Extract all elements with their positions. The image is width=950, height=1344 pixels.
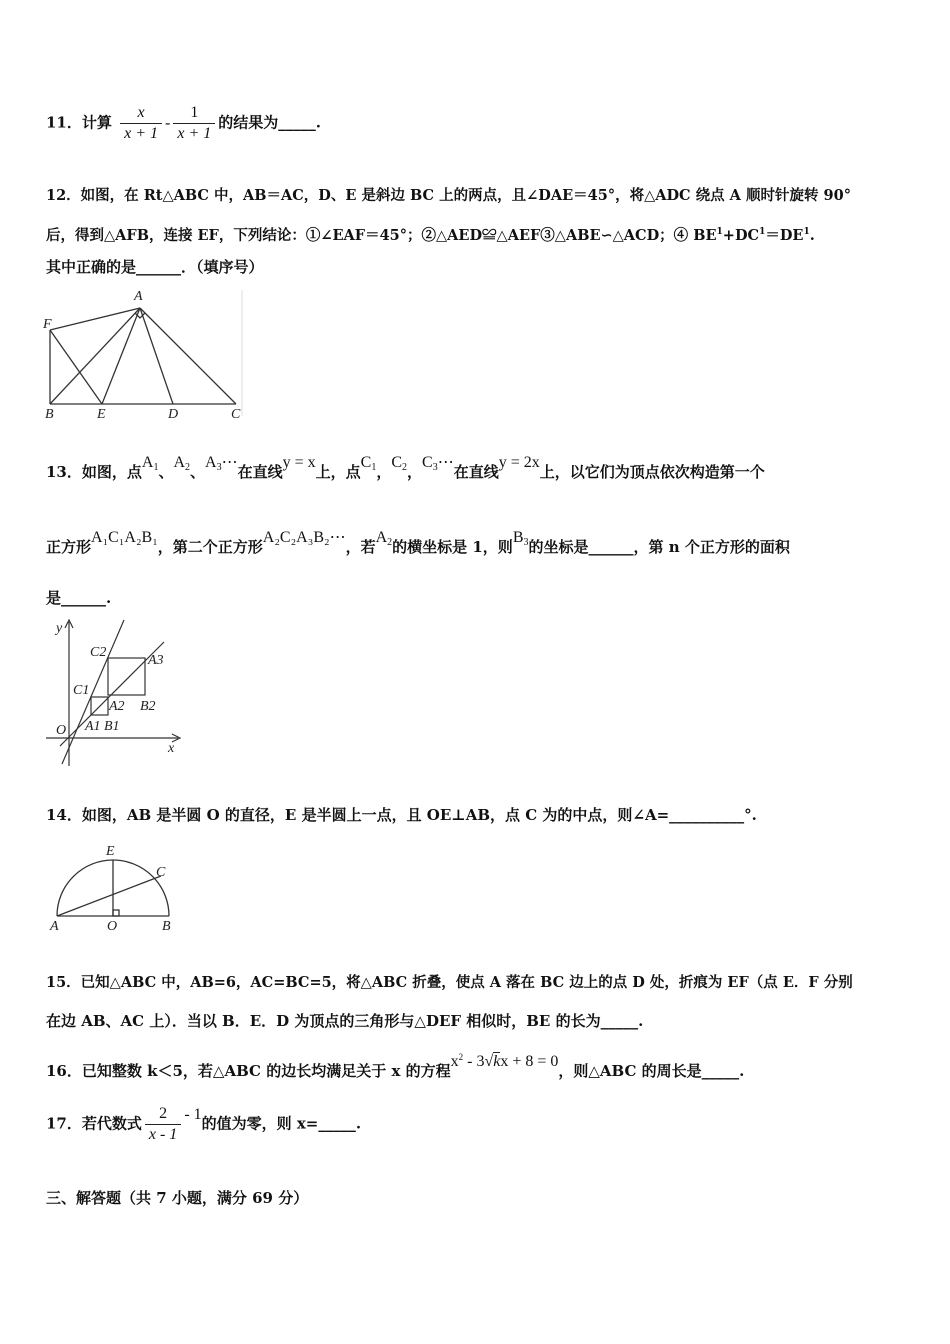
q13-c3: $C_3\cdots$ <box>422 454 454 473</box>
question-12-line-1: 12．如图，在 Rt△ABC 中，AB＝AC，D、E 是斜边 BC 上的两点，且∠DAE＝45°，将△ADC 绕点 A 顺时针旋转 90° <box>46 187 851 204</box>
q13-label-c2: C2 <box>90 645 107 660</box>
q12-line-ae <box>102 308 140 404</box>
question-12-line-2 <box>46 222 815 246</box>
q13-label-o: O <box>56 723 67 738</box>
q16-prefix: 16．已知整数 k＜5，若△ABC 的边长均满足关于 x 的方程 <box>46 1062 451 1080</box>
question-12-line-3: 其中正确的是______．（填序号） <box>46 258 264 276</box>
q12-figure <box>40 286 250 421</box>
q13-a2: $A_2$ <box>173 454 191 473</box>
q14-label-a: A <box>50 919 59 934</box>
q12-label-b: B <box>45 407 54 421</box>
q13-line-eq-2: y = 2x <box>498 454 540 471</box>
q11-frac2-numerator: 1 <box>173 103 215 124</box>
q12-line-ac <box>140 308 236 404</box>
q11-number: 11． <box>46 113 82 132</box>
q12-label-c: C <box>231 407 241 421</box>
q12-line2-b: ③△ABE∽△ACD；④ BE <box>540 227 717 244</box>
q12-line2-c: +DC <box>722 227 760 244</box>
q13-c1: $C_1$ <box>360 454 377 473</box>
q17-suffix: 的值为零，则 x=_____. <box>201 1114 362 1133</box>
q13-figure <box>40 614 190 772</box>
q12-label-e: E <box>97 407 106 421</box>
q13-a2-ref: $A_2$ <box>375 529 393 548</box>
q17-fraction <box>145 1104 181 1145</box>
q16-sqrt: √k <box>484 1053 501 1070</box>
question-16 <box>46 1052 745 1082</box>
q11-fraction-1 <box>120 103 162 144</box>
q13-label-a3: A3 <box>148 653 164 668</box>
q12-label-d: D <box>168 407 179 421</box>
q11-frac1-numerator: x <box>120 103 162 124</box>
q14-label-e: E <box>106 844 115 859</box>
q13-label-a2: A2 <box>109 699 125 714</box>
q17-minus-one: - 1 <box>184 1105 202 1123</box>
question-13-line-1 <box>46 454 765 488</box>
q13-r2-c: ，若 <box>345 538 376 556</box>
q12-line2-d: ＝DE <box>765 227 804 244</box>
q12-label-f: F <box>43 317 52 332</box>
q12-line-fa <box>50 308 140 330</box>
q13-a1: $A_1$ <box>141 454 159 473</box>
q11-prefix: 计算 <box>81 113 112 132</box>
q13-sep3: ， <box>376 463 392 481</box>
q11-minus: - <box>165 114 171 132</box>
q14-figure <box>44 842 184 934</box>
q13-square-1: A₁C₁A₂B₁ <box>91 529 158 546</box>
q17-frac-denominator: x - 1 <box>148 1126 178 1143</box>
q14-right-angle-mark <box>113 910 119 916</box>
q13-label-x: x <box>168 741 175 756</box>
q13-p1: 13．如图，点 <box>46 463 142 481</box>
question-13-line-3: 是______. <box>46 589 112 607</box>
question-17 <box>46 1104 361 1145</box>
q14-label-o: O <box>107 919 118 934</box>
q13-a3: $A_3\cdots$ <box>205 454 238 473</box>
q13-sep4: ， <box>407 463 423 481</box>
q13-b3: $B_3$ <box>512 529 529 548</box>
q13-r2-d: 的横坐标是 1，则 <box>392 538 513 556</box>
q13-p5: 上，以它们为顶点依次构造第一个 <box>539 463 765 481</box>
q12-line-ab <box>50 308 140 404</box>
q13-label-b1: B1 <box>104 719 120 734</box>
q13-line-eq-1: y = x <box>282 454 316 471</box>
q11-frac1-denominator: x + 1 <box>124 125 159 142</box>
q14-chord-ac <box>57 876 161 916</box>
q12-line2-e: . <box>809 227 815 244</box>
q12-line2-a: 后，得到△AFB，连接 EF，下列结论：①∠EAF＝45°；②△AED≌△AEF <box>46 227 541 244</box>
q13-label-a1: A1 <box>85 719 101 734</box>
q14-label-b: B <box>162 919 171 934</box>
q12-line-fe <box>50 330 102 404</box>
q11-frac2-denominator: x + 1 <box>177 125 212 142</box>
q17-frac-numerator: 2 <box>145 1104 181 1125</box>
q17-prefix: 17．若代数式 <box>46 1114 142 1133</box>
q13-label-b2: B2 <box>140 699 156 714</box>
q11-suffix: 的结果为_____. <box>218 113 321 132</box>
q14-label-c: C <box>156 865 166 880</box>
q12-line-ad <box>140 308 173 404</box>
q13-c2: $C_2$ <box>391 454 408 473</box>
q12-label-a: A <box>134 289 143 304</box>
q12-sup-2: 1 <box>759 227 766 237</box>
question-11 <box>46 103 321 144</box>
q13-square-2: A₂C₂A₃B₂⋯ <box>262 529 346 546</box>
q12-sup-1: 1 <box>716 227 723 237</box>
q16-suffix: ，则△ABC 的周长是_____. <box>558 1062 745 1080</box>
q13-label-c1: C1 <box>73 683 90 698</box>
q13-p4: 在直线 <box>453 463 499 481</box>
question-15-line-1: 15．已知△ABC 中，AB=6，AC=BC=5，将△ABC 折叠，使点 A 落在 BC 边上的点 D 处，折痕为 EF（点 E．F 分别 <box>46 974 853 991</box>
q13-square-2-shape <box>108 658 145 695</box>
q13-r2-e: 的坐标是______，第 n 个正方形的面积 <box>528 538 790 556</box>
section-3-title: 三、解答题（共 7 小题，满分 69 分） <box>46 1189 309 1207</box>
q13-sep2: 、 <box>190 463 206 481</box>
question-13-line-2 <box>46 529 790 563</box>
question-15-line-2: 在边 AB、AC 上）．当以 B．E．D 为顶点的三角形与△DEF 相似时，BE 的长为_____. <box>46 1012 644 1030</box>
q13-sep1: 、 <box>158 463 174 481</box>
q13-p2: 在直线 <box>237 463 283 481</box>
q12-sup-3: 1 <box>803 227 810 237</box>
q13-label-y: y <box>56 621 63 636</box>
q13-p3: 上，点 <box>315 463 361 481</box>
q11-fraction-2 <box>173 103 215 144</box>
q13-r2-a: 正方形 <box>46 538 92 556</box>
q13-r2-b: ，第二个正方形 <box>157 538 263 556</box>
q16-equation: $x^2 - 3√kx + 8 = 0$ <box>450 1052 559 1070</box>
question-14: 14．如图，AB 是半圆 O 的直径，E 是半圆上一点，且 OE⊥AB，点 C 为的中点，则∠A=__________°. <box>46 806 757 824</box>
